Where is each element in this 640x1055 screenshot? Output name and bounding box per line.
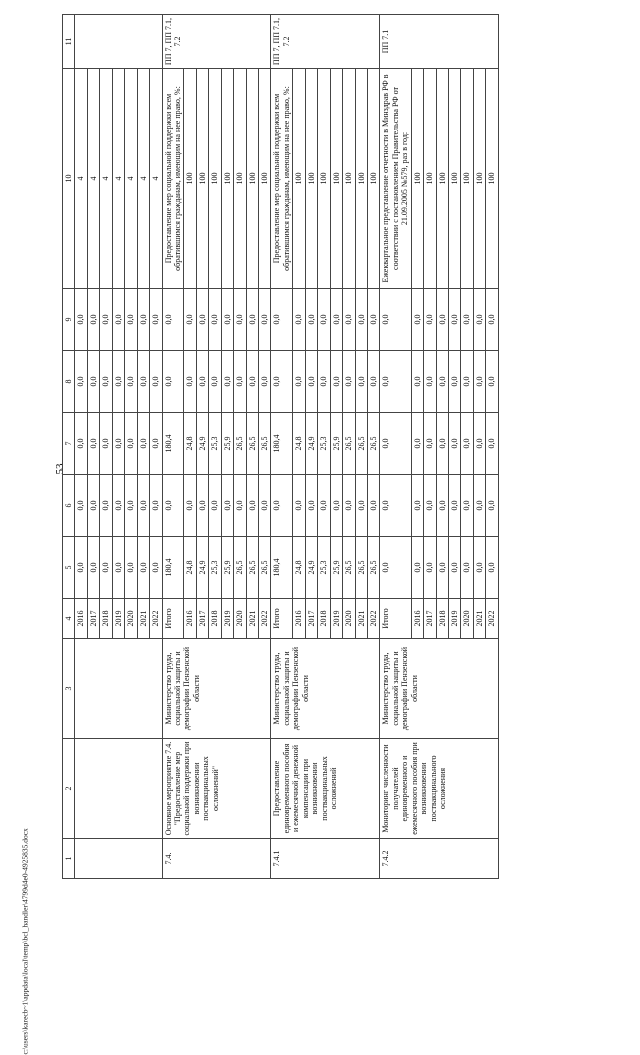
empty-cell xyxy=(75,739,162,839)
indicator-value: 4 xyxy=(150,69,162,289)
value-cell: 0,0 xyxy=(137,413,149,475)
value-cell: 0,0 xyxy=(246,289,258,351)
indicator-value: 100 xyxy=(184,69,196,289)
value-cell: 0,0 xyxy=(293,475,305,537)
year-cell: 2019 xyxy=(112,599,124,639)
value-cell: 0,0 xyxy=(209,475,221,537)
section-name: Мониторинг численности получателей единовременного и ежемесячного пособия при возникновении поствакцинального осложнения xyxy=(380,739,498,839)
value-cell: 25,9 xyxy=(221,537,233,599)
value-cell: 0,0 xyxy=(461,475,473,537)
indicator-value: 100 xyxy=(436,69,448,289)
value-cell: 0,0 xyxy=(293,351,305,413)
total-value: 0,0 xyxy=(380,537,411,599)
value-cell: 0,0 xyxy=(330,475,342,537)
indicator-value: 4 xyxy=(100,69,112,289)
year-cell: 2018 xyxy=(100,599,112,639)
year-cell: 2016 xyxy=(293,599,305,639)
value-cell: 25,3 xyxy=(209,537,221,599)
value-cell: 0,0 xyxy=(355,289,367,351)
total-value: 180,4 xyxy=(271,537,293,599)
section-executor: Министерство труда, социальной защиты и демографии Пензенской области xyxy=(271,639,380,739)
year-cell: 2019 xyxy=(330,599,342,639)
col-header: 2 xyxy=(63,739,75,839)
value-cell: 0,0 xyxy=(125,351,137,413)
value-cell: 0,0 xyxy=(246,475,258,537)
year-cell: 2021 xyxy=(137,599,149,639)
col-header: 3 xyxy=(63,639,75,739)
value-cell: 0,0 xyxy=(330,289,342,351)
year-cell: 2020 xyxy=(234,599,246,639)
value-cell: 0,0 xyxy=(473,289,485,351)
footer-file-path: c:\users\karecb~1\appdata\local\temp\bcl_handler\4799d4e0-4925835.docx xyxy=(20,828,30,1055)
value-cell: 0,0 xyxy=(436,351,448,413)
indicator-value: 100 xyxy=(293,69,305,289)
value-cell: 0,0 xyxy=(461,413,473,475)
value-cell: 0,0 xyxy=(100,351,112,413)
year-cell: 2018 xyxy=(318,599,330,639)
indicator-value: 100 xyxy=(486,69,498,289)
value-cell: 0,0 xyxy=(449,537,461,599)
value-cell: 0,0 xyxy=(184,289,196,351)
total-value: 0,0 xyxy=(162,475,184,537)
value-cell: 0,0 xyxy=(246,351,258,413)
value-cell: 0,0 xyxy=(150,537,162,599)
value-cell: 0,0 xyxy=(137,289,149,351)
year-cell: 2017 xyxy=(305,599,317,639)
value-cell: 0,0 xyxy=(137,351,149,413)
indicator-value: 100 xyxy=(449,69,461,289)
value-cell: 0,0 xyxy=(424,289,436,351)
year-cell: 2018 xyxy=(436,599,448,639)
year-cell: 2021 xyxy=(473,599,485,639)
value-cell: 0,0 xyxy=(184,475,196,537)
value-cell: 0,0 xyxy=(125,537,137,599)
section-reference: ПП 7, ПП 7.1, 7.2 xyxy=(162,15,271,69)
page-number: 53 xyxy=(54,463,66,475)
value-cell: 26,5 xyxy=(246,413,258,475)
value-cell: 0,0 xyxy=(125,289,137,351)
program-table xyxy=(62,14,499,879)
value-cell: 0,0 xyxy=(424,351,436,413)
value-cell: 25,9 xyxy=(330,537,342,599)
value-cell: 0,0 xyxy=(461,537,473,599)
value-cell: 0,0 xyxy=(486,413,498,475)
value-cell: 0,0 xyxy=(305,289,317,351)
value-cell: 0,0 xyxy=(449,475,461,537)
year-cell: 2017 xyxy=(424,599,436,639)
section-executor: Министерство труда, социальной защиты и демографии Пензенской области xyxy=(162,639,271,739)
total-value: 0,0 xyxy=(380,289,411,351)
indicator-value: 100 xyxy=(318,69,330,289)
value-cell: 0,0 xyxy=(112,537,124,599)
section-name: Основное мероприятие 7.4. "Предоставление мер социальной поддержки при возникновении поствакцинальных осложнений" xyxy=(162,739,271,839)
value-cell: 0,0 xyxy=(355,351,367,413)
value-cell: 0,0 xyxy=(411,537,423,599)
value-cell: 0,0 xyxy=(293,289,305,351)
value-cell: 24,8 xyxy=(293,413,305,475)
value-cell: 0,0 xyxy=(461,351,473,413)
value-cell: 0,0 xyxy=(87,413,99,475)
value-cell: 0,0 xyxy=(234,475,246,537)
value-cell: 0,0 xyxy=(486,537,498,599)
year-cell: 2021 xyxy=(355,599,367,639)
indicator-value: 100 xyxy=(196,69,208,289)
year-cell: 2019 xyxy=(449,599,461,639)
value-cell: 0,0 xyxy=(436,413,448,475)
total-value: 0,0 xyxy=(162,351,184,413)
value-cell: 0,0 xyxy=(259,351,271,413)
col-header: 6 xyxy=(63,475,75,537)
value-cell: 0,0 xyxy=(473,413,485,475)
value-cell: 0,0 xyxy=(318,289,330,351)
value-cell: 0,0 xyxy=(209,289,221,351)
value-cell: 0,0 xyxy=(411,413,423,475)
value-cell: 24,9 xyxy=(305,413,317,475)
value-cell: 0,0 xyxy=(305,475,317,537)
value-cell: 0,0 xyxy=(318,351,330,413)
total-value: 180,4 xyxy=(271,413,293,475)
value-cell: 0,0 xyxy=(424,413,436,475)
value-cell: 26,5 xyxy=(259,413,271,475)
value-cell: 0,0 xyxy=(411,351,423,413)
value-cell: 0,0 xyxy=(112,351,124,413)
value-cell: 0,0 xyxy=(75,475,87,537)
value-cell: 26,5 xyxy=(234,413,246,475)
value-cell: 0,0 xyxy=(436,475,448,537)
value-cell: 0,0 xyxy=(473,351,485,413)
year-cell: 2016 xyxy=(411,599,423,639)
value-cell: 0,0 xyxy=(150,413,162,475)
value-cell: 0,0 xyxy=(221,475,233,537)
value-cell: 0,0 xyxy=(449,413,461,475)
indicator-value: 4 xyxy=(125,69,137,289)
indicator-value: 100 xyxy=(246,69,258,289)
value-cell: 0,0 xyxy=(100,537,112,599)
indicator-text: Предоставление мер социальной поддержки всем обратившимся гражданам, имеющим на нее право, %: xyxy=(162,69,184,289)
empty-cell xyxy=(75,15,162,69)
value-cell: 0,0 xyxy=(196,289,208,351)
col-header: 5 xyxy=(63,537,75,599)
rotated-table-container xyxy=(62,15,499,879)
year-cell: 2022 xyxy=(150,599,162,639)
indicator-value: 100 xyxy=(367,69,379,289)
value-cell: 0,0 xyxy=(196,351,208,413)
indicator-value: 100 xyxy=(259,69,271,289)
total-label: Итого xyxy=(380,599,411,639)
value-cell: 0,0 xyxy=(150,475,162,537)
indicator-value: 100 xyxy=(355,69,367,289)
value-cell: 0,0 xyxy=(87,475,99,537)
value-cell: 0,0 xyxy=(259,289,271,351)
value-cell: 25,9 xyxy=(330,413,342,475)
value-cell: 0,0 xyxy=(87,351,99,413)
total-value: 0,0 xyxy=(271,289,293,351)
col-header: 10 xyxy=(63,69,75,289)
year-cell: 2017 xyxy=(87,599,99,639)
year-cell: 2021 xyxy=(246,599,258,639)
section-executor: Министерство труда, социальной защиты и демографии Пензенской области xyxy=(380,639,498,739)
indicator-text: Предоставление мер социальной поддержки всем обратившимся гражданам, имеющим на нее право, %: xyxy=(271,69,293,289)
year-cell: 2022 xyxy=(486,599,498,639)
value-cell: 0,0 xyxy=(125,475,137,537)
indicator-value: 100 xyxy=(234,69,246,289)
indicator-value: 100 xyxy=(330,69,342,289)
col-header: 9 xyxy=(63,289,75,351)
value-cell: 26,5 xyxy=(367,413,379,475)
value-cell: 0,0 xyxy=(473,475,485,537)
value-cell: 0,0 xyxy=(343,289,355,351)
table-body xyxy=(75,15,498,879)
value-cell: 0,0 xyxy=(343,351,355,413)
year-cell: 2020 xyxy=(343,599,355,639)
section-reference: ПП 7.1 xyxy=(380,15,498,69)
total-value: 0,0 xyxy=(162,289,184,351)
total-value: 180,4 xyxy=(162,413,184,475)
value-cell: 0,0 xyxy=(486,475,498,537)
value-cell: 0,0 xyxy=(221,351,233,413)
total-value: 180,4 xyxy=(162,537,184,599)
value-cell: 26,5 xyxy=(246,537,258,599)
section-total-row xyxy=(162,15,184,879)
value-cell: 26,5 xyxy=(343,413,355,475)
value-cell: 0,0 xyxy=(234,289,246,351)
value-cell: 24,9 xyxy=(196,537,208,599)
section-total-row xyxy=(271,15,293,879)
value-cell: 0,0 xyxy=(436,289,448,351)
indicator-value: 100 xyxy=(343,69,355,289)
value-cell: 0,0 xyxy=(367,351,379,413)
value-cell: 0,0 xyxy=(87,537,99,599)
value-cell: 24,8 xyxy=(184,413,196,475)
value-cell: 0,0 xyxy=(75,351,87,413)
col-header: 4 xyxy=(63,599,75,639)
value-cell: 0,0 xyxy=(436,537,448,599)
total-value: 0,0 xyxy=(380,475,411,537)
year-cell: 2017 xyxy=(196,599,208,639)
value-cell: 0,0 xyxy=(318,475,330,537)
value-cell: 0,0 xyxy=(411,475,423,537)
value-cell: 0,0 xyxy=(221,289,233,351)
value-cell: 25,3 xyxy=(318,537,330,599)
value-cell: 0,0 xyxy=(449,351,461,413)
value-cell: 0,0 xyxy=(486,351,498,413)
total-value: 0,0 xyxy=(380,351,411,413)
value-cell: 0,0 xyxy=(75,413,87,475)
value-cell: 0,0 xyxy=(112,289,124,351)
value-cell: 0,0 xyxy=(343,475,355,537)
value-cell: 0,0 xyxy=(196,475,208,537)
value-cell: 0,0 xyxy=(150,351,162,413)
value-cell: 0,0 xyxy=(449,289,461,351)
year-cell: 2019 xyxy=(221,599,233,639)
section-number: 7.4.2 xyxy=(380,839,498,879)
year-cell: 2020 xyxy=(125,599,137,639)
indicator-value: 4 xyxy=(112,69,124,289)
year-cell: 2020 xyxy=(461,599,473,639)
value-cell: 0,0 xyxy=(305,351,317,413)
section-total-row xyxy=(380,15,411,879)
value-cell: 0,0 xyxy=(486,289,498,351)
value-cell: 0,0 xyxy=(137,537,149,599)
col-header: 7 xyxy=(63,413,75,475)
total-value: 0,0 xyxy=(271,351,293,413)
indicator-value: 4 xyxy=(87,69,99,289)
value-cell: 0,0 xyxy=(461,289,473,351)
value-cell: 0,0 xyxy=(424,537,436,599)
indicator-value: 100 xyxy=(424,69,436,289)
total-value: 0,0 xyxy=(271,475,293,537)
value-cell: 0,0 xyxy=(125,413,137,475)
value-cell: 26,5 xyxy=(355,537,367,599)
value-cell: 0,0 xyxy=(100,413,112,475)
value-cell: 0,0 xyxy=(424,475,436,537)
total-label: Итого xyxy=(271,599,293,639)
value-cell: 0,0 xyxy=(100,475,112,537)
table-row xyxy=(75,15,87,879)
year-cell: 2022 xyxy=(259,599,271,639)
indicator-value: 4 xyxy=(137,69,149,289)
indicator-value: 100 xyxy=(461,69,473,289)
indicator-value: 100 xyxy=(209,69,221,289)
value-cell: 24,9 xyxy=(305,537,317,599)
value-cell: 26,5 xyxy=(259,537,271,599)
indicator-value: 100 xyxy=(473,69,485,289)
value-cell: 24,9 xyxy=(196,413,208,475)
value-cell: 26,5 xyxy=(355,413,367,475)
value-cell: 25,9 xyxy=(221,413,233,475)
year-cell: 2022 xyxy=(367,599,379,639)
section-name: Предоставление единовременного пособия и ежемесячной денежной компенсации при возникновении поствакцинальных осложнений xyxy=(271,739,380,839)
header-row xyxy=(63,15,75,879)
value-cell: 0,0 xyxy=(75,537,87,599)
indicator-value: 100 xyxy=(221,69,233,289)
value-cell: 25,3 xyxy=(209,413,221,475)
total-label: Итого xyxy=(162,599,184,639)
year-cell: 2018 xyxy=(209,599,221,639)
value-cell: 0,0 xyxy=(411,289,423,351)
indicator-value: 100 xyxy=(411,69,423,289)
year-cell: 2016 xyxy=(75,599,87,639)
col-header: 11 xyxy=(63,15,75,69)
col-header: 1 xyxy=(63,839,75,879)
empty-cell xyxy=(75,839,162,879)
value-cell: 26,5 xyxy=(343,537,355,599)
value-cell: 0,0 xyxy=(209,351,221,413)
value-cell: 26,5 xyxy=(234,537,246,599)
year-cell: 2016 xyxy=(184,599,196,639)
value-cell: 24,8 xyxy=(184,537,196,599)
empty-cell xyxy=(75,639,162,739)
col-header: 8 xyxy=(63,351,75,413)
indicator-value: 4 xyxy=(75,69,87,289)
value-cell: 0,0 xyxy=(112,413,124,475)
value-cell: 0,0 xyxy=(87,289,99,351)
value-cell: 0,0 xyxy=(184,351,196,413)
value-cell: 0,0 xyxy=(330,351,342,413)
indicator-value: 100 xyxy=(305,69,317,289)
value-cell: 0,0 xyxy=(259,475,271,537)
value-cell: 0,0 xyxy=(75,289,87,351)
value-cell: 24,8 xyxy=(293,537,305,599)
section-reference: ПП 7, ПП 7.1, 7.2 xyxy=(271,15,380,69)
value-cell: 0,0 xyxy=(355,475,367,537)
value-cell: 25,3 xyxy=(318,413,330,475)
value-cell: 0,0 xyxy=(234,351,246,413)
value-cell: 0,0 xyxy=(100,289,112,351)
value-cell: 0,0 xyxy=(473,537,485,599)
value-cell: 0,0 xyxy=(367,475,379,537)
value-cell: 26,5 xyxy=(367,537,379,599)
section-number: 7.4.1 xyxy=(271,839,380,879)
value-cell: 0,0 xyxy=(137,475,149,537)
value-cell: 0,0 xyxy=(112,475,124,537)
total-value: 0,0 xyxy=(380,413,411,475)
section-number: 7.4. xyxy=(162,839,271,879)
indicator-text: Ежеквартальное представление отчетности в Минздрав РФ в соответствии с постановлением Правительства РФ от 21.09.2005 №579, раз в год: xyxy=(380,69,411,289)
value-cell: 0,0 xyxy=(150,289,162,351)
value-cell: 0,0 xyxy=(367,289,379,351)
